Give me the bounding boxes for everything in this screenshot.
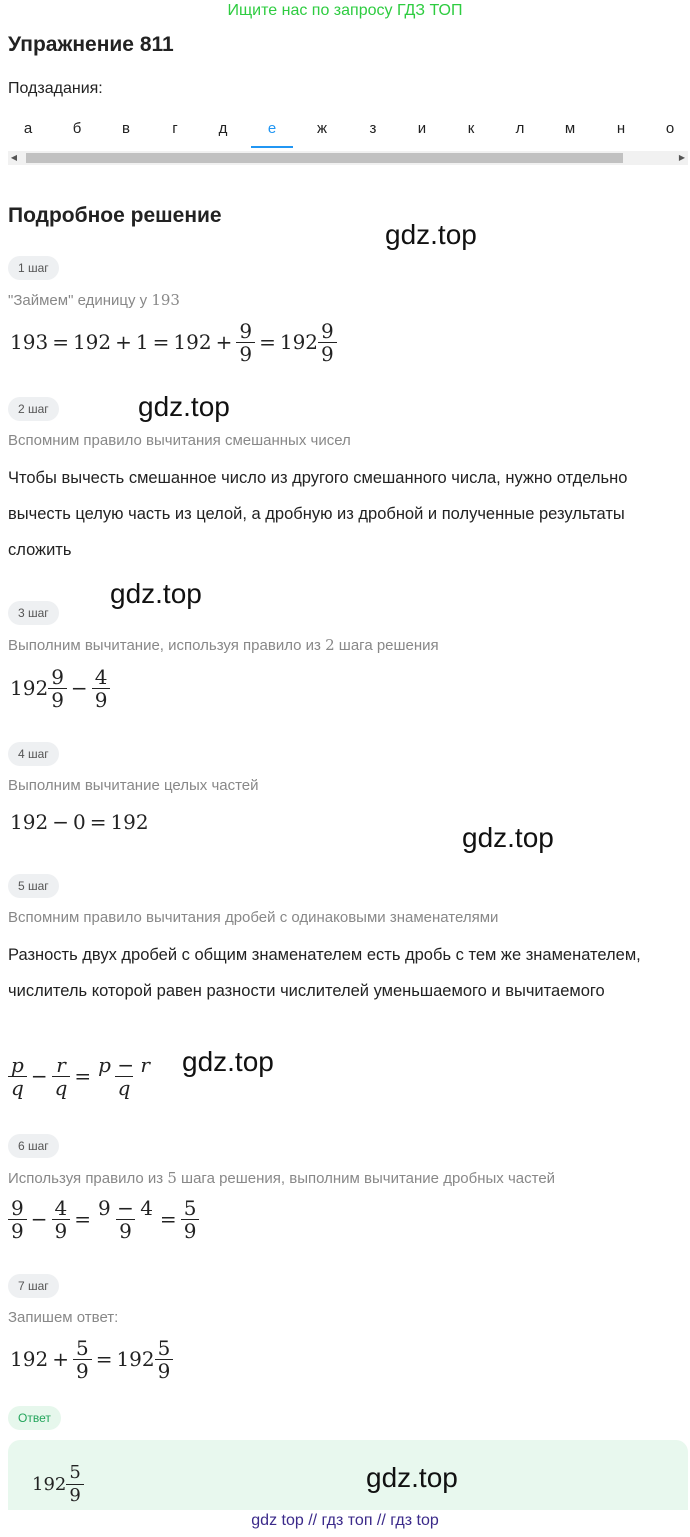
denominator: 9 — [318, 342, 337, 365]
step-hint: Вспомним правило вычитания дробей с одинаковыми знаменателями — [8, 909, 499, 926]
math-term: 192 — [10, 676, 49, 700]
rule-text: Чтобы вычесть смешанное число из другого смешанного числа, нужно отдельно вычесть целую часть из целой, а дробную из дробной и полученные результаты сложить — [8, 469, 628, 559]
math-operator: − — [52, 810, 69, 834]
step-hint-text: "Займем" единицу у — [8, 292, 148, 309]
scroll-right-icon[interactable]: ▶ — [678, 153, 686, 162]
denominator: 9 — [8, 1219, 27, 1242]
watermark: gdz.top — [366, 1462, 458, 1493]
watermark: gdz.top — [138, 391, 230, 422]
scrollbar-thumb[interactable] — [26, 153, 623, 163]
math-term: 192 — [72, 330, 112, 354]
numerator: 5 — [157, 1335, 171, 1360]
step-hint-text: шага решения — [338, 637, 439, 654]
denominator: 9 — [48, 688, 67, 711]
step-formula — [8, 662, 112, 714]
step-hint-text: Выполним вычитание, используя правило из — [8, 637, 321, 654]
tab-zh[interactable]: ж — [316, 120, 328, 137]
tab-z[interactable]: з — [369, 120, 377, 137]
watermark: gdz.top — [462, 822, 554, 853]
step-hint — [8, 636, 439, 654]
denominator: 9 — [181, 1219, 200, 1242]
math-operator: = — [152, 330, 170, 354]
step-formula — [6, 1050, 155, 1102]
math-fraction — [73, 1337, 92, 1382]
denominator: 9 — [236, 342, 255, 365]
step-hint: Выполним вычитание целых частей — [8, 777, 259, 794]
answer-badge: Ответ — [8, 1406, 61, 1430]
math-operator: = — [89, 810, 107, 834]
math-operator: = — [259, 330, 276, 354]
math-operator: = — [95, 1347, 113, 1371]
math-fraction — [236, 320, 255, 365]
subtask-tabs — [4, 120, 690, 150]
math-term: 192 — [279, 330, 319, 354]
tabs-scrollbar[interactable] — [8, 151, 688, 165]
step-formula — [6, 1193, 201, 1245]
denominator: q — [8, 1076, 27, 1099]
search-banner[interactable]: Ищите нас по запросу ГДЗ ТОП — [227, 2, 463, 19]
step-formula — [8, 316, 339, 368]
math-term: 192 — [10, 810, 49, 834]
step-hint-number: 5 — [167, 1169, 177, 1187]
tab-o[interactable]: о — [665, 120, 675, 137]
numerator: 9 — [11, 1195, 24, 1220]
math-fraction — [8, 1054, 27, 1099]
math-operator: = — [52, 330, 69, 354]
step-hint-text: шага решения, выполним вычитание дробных частей — [181, 1170, 556, 1187]
step-hint-number: 193 — [151, 291, 180, 309]
tab-e[interactable]: е — [267, 120, 277, 137]
math-term: 1 — [135, 330, 149, 354]
math-fraction — [95, 1054, 153, 1099]
math-fraction — [52, 1054, 71, 1099]
math-term: 192 — [10, 1347, 49, 1371]
math-fraction — [318, 320, 337, 365]
math-fraction — [95, 1197, 156, 1242]
tab-k[interactable]: к — [467, 120, 475, 137]
answer-formula — [30, 1458, 86, 1510]
step-formula — [8, 1333, 175, 1385]
numerator: 9 — [239, 318, 253, 343]
active-tab-indicator — [251, 146, 293, 148]
numerator: 9 — [51, 664, 64, 689]
denominator: 9 — [66, 1484, 83, 1507]
step-badge: 5 шаг — [8, 874, 59, 898]
denominator: q — [115, 1076, 134, 1099]
step-hint — [8, 291, 180, 309]
scroll-left-icon[interactable]: ◀ — [10, 153, 18, 162]
watermark: gdz.top — [110, 578, 202, 609]
math-fraction — [155, 1337, 174, 1382]
page-title: Упражнение 811 — [8, 33, 174, 56]
numerator: 5 — [183, 1195, 197, 1220]
math-term: 192 — [110, 810, 149, 834]
denominator: 9 — [155, 1359, 174, 1382]
tab-a[interactable]: а — [23, 120, 33, 137]
math-fraction — [181, 1197, 200, 1242]
step-hint: Вспомним правило вычитания смешанных чисел — [8, 432, 351, 449]
math-fraction — [66, 1462, 83, 1507]
step-hint: Запишем ответ: — [8, 1309, 119, 1326]
denominator: 9 — [116, 1219, 135, 1242]
math-operator: = — [74, 1207, 91, 1231]
tab-m[interactable]: м — [564, 120, 576, 137]
rule-text: Разность двух дробей с общим знаменателем есть дробь с тем же знаменателем, числитель которой равен разности числителей уменьшаемого и вычитаемого — [8, 946, 641, 1000]
denominator: q — [52, 1076, 71, 1099]
solution-heading: Подробное решение — [8, 204, 222, 227]
math-operator: + — [115, 330, 132, 354]
math-operator: + — [52, 1347, 69, 1371]
tab-d[interactable]: д — [218, 120, 228, 137]
numerator: 4 — [94, 664, 108, 689]
numerator: 4 — [54, 1195, 68, 1220]
watermark: gdz.top — [182, 1046, 274, 1077]
math-fraction — [8, 1197, 27, 1242]
tab-i[interactable]: и — [417, 120, 427, 137]
step-badge: 7 шаг — [8, 1274, 59, 1298]
step-badge: 6 шаг — [8, 1134, 59, 1158]
denominator: 9 — [73, 1359, 92, 1382]
step-badge: 4 шаг — [8, 742, 59, 766]
numerator: p — [11, 1052, 24, 1077]
answer-box — [8, 1440, 688, 1510]
step-formula — [8, 808, 151, 836]
math-term: 192 — [32, 1473, 67, 1495]
subtasks-label: Подзадания: — [8, 80, 103, 97]
denominator: 9 — [92, 688, 111, 711]
math-fraction — [48, 666, 67, 711]
numerator: 5 — [69, 1461, 81, 1483]
math-operator: − — [70, 676, 88, 700]
step-badge: 1 шаг — [8, 256, 59, 280]
step-badge: 3 шаг — [8, 601, 59, 625]
footer-links[interactable]: gdz top // гдз топ // гдз top — [251, 1512, 439, 1529]
math-operator: − — [30, 1064, 48, 1088]
math-operator: − — [30, 1207, 48, 1231]
math-term: 0 — [72, 810, 86, 834]
math-operator: = — [74, 1064, 92, 1088]
denominator: 9 — [52, 1219, 71, 1242]
tab-n[interactable]: н — [616, 120, 626, 137]
numerator: r — [56, 1052, 66, 1077]
numerator: p − r — [98, 1052, 150, 1077]
tab-v[interactable]: в — [122, 120, 130, 137]
math-fraction — [52, 1197, 71, 1242]
math-term: 192 — [116, 1347, 155, 1371]
numerator: 9 − 4 — [98, 1195, 153, 1220]
math-fraction — [92, 666, 111, 711]
math-term: 193 — [10, 330, 49, 354]
tab-g[interactable]: г — [172, 120, 178, 137]
math-term: 192 — [173, 330, 212, 354]
step-hint — [8, 1169, 555, 1187]
math-operator: = — [159, 1207, 177, 1231]
numerator: 9 — [321, 318, 334, 343]
step-badge: 2 шаг — [8, 397, 59, 421]
tab-b[interactable]: б — [72, 120, 82, 137]
watermark: gdz.top — [385, 219, 477, 250]
numerator: 5 — [75, 1335, 89, 1360]
math-operator: + — [215, 330, 233, 354]
step-hint-number: 2 — [325, 636, 335, 654]
tab-l[interactable]: л — [515, 120, 525, 137]
step-hint-text: Используя правило из — [8, 1170, 164, 1187]
